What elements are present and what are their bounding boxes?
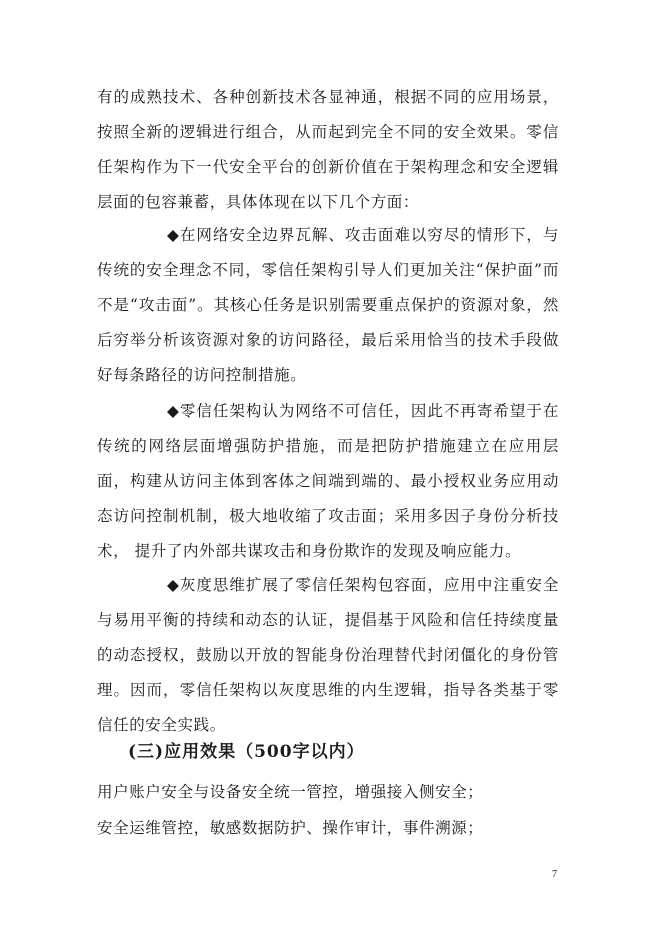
paragraph-grey-thinking: ◆灰度思维扩展了零信任架构包容面，应用中注重安全与易用平衡的持续和动态的认证，提倡基于风险和信任持续度量的动态授权，鼓励以开放的智能身份治理替代封闭僵化的身份管理。因而，零信任架构以灰度思维的内生逻辑，指导各类基于零信任的安全实践。	[97, 576, 559, 734]
section-heading: (三)应用效果（500字以内）	[128, 742, 365, 762]
effect-line: 用户账户安全与设备安全统一管控，增强接入侧安全；	[97, 783, 484, 801]
effect-line: 安全运维管控，敏感数据防护、操作审计，事件溯源；	[97, 819, 484, 837]
paragraph-network-untrusted: ◆零信任架构认为网络不可信任，因此不再寄希望于在传统的网络层面增强防护措施，而是把防护措施建立在应用层面，构建从访问主体到客体之间端到端的、最小授权业务应用动态访问控制机制，极大地收缩了攻击面；采用多因子身份分析技术， 提升了内外部共谋攻击和身份欺诈的发现及响应能力。	[97, 402, 559, 560]
page-number: 7	[552, 869, 557, 880]
paragraph-attack-surface: ◆在网络安全边界瓦解、攻击面难以穷尽的情形下，与传统的安全理念不同，零信任架构引导人们更加关注“保护面”而不是“攻击面”。其核心任务是识别需要重点保护的资源对象，然后穷举分析该资源对象的访问路径，最后采用恰当的技术手段做好每条路径的访问控制措施。	[97, 226, 559, 384]
paragraph-intro: 有的成熟技术、各种创新技术各显神通，根据不同的应用场景， 按照全新的逻辑进行组合，从而起到完全不同的安全效果。零信任架构作为下一代安全平台的创新价值在于架构理念和安全逻辑层面的包容兼蓄，具体体现在以下几个方面：	[97, 88, 559, 211]
